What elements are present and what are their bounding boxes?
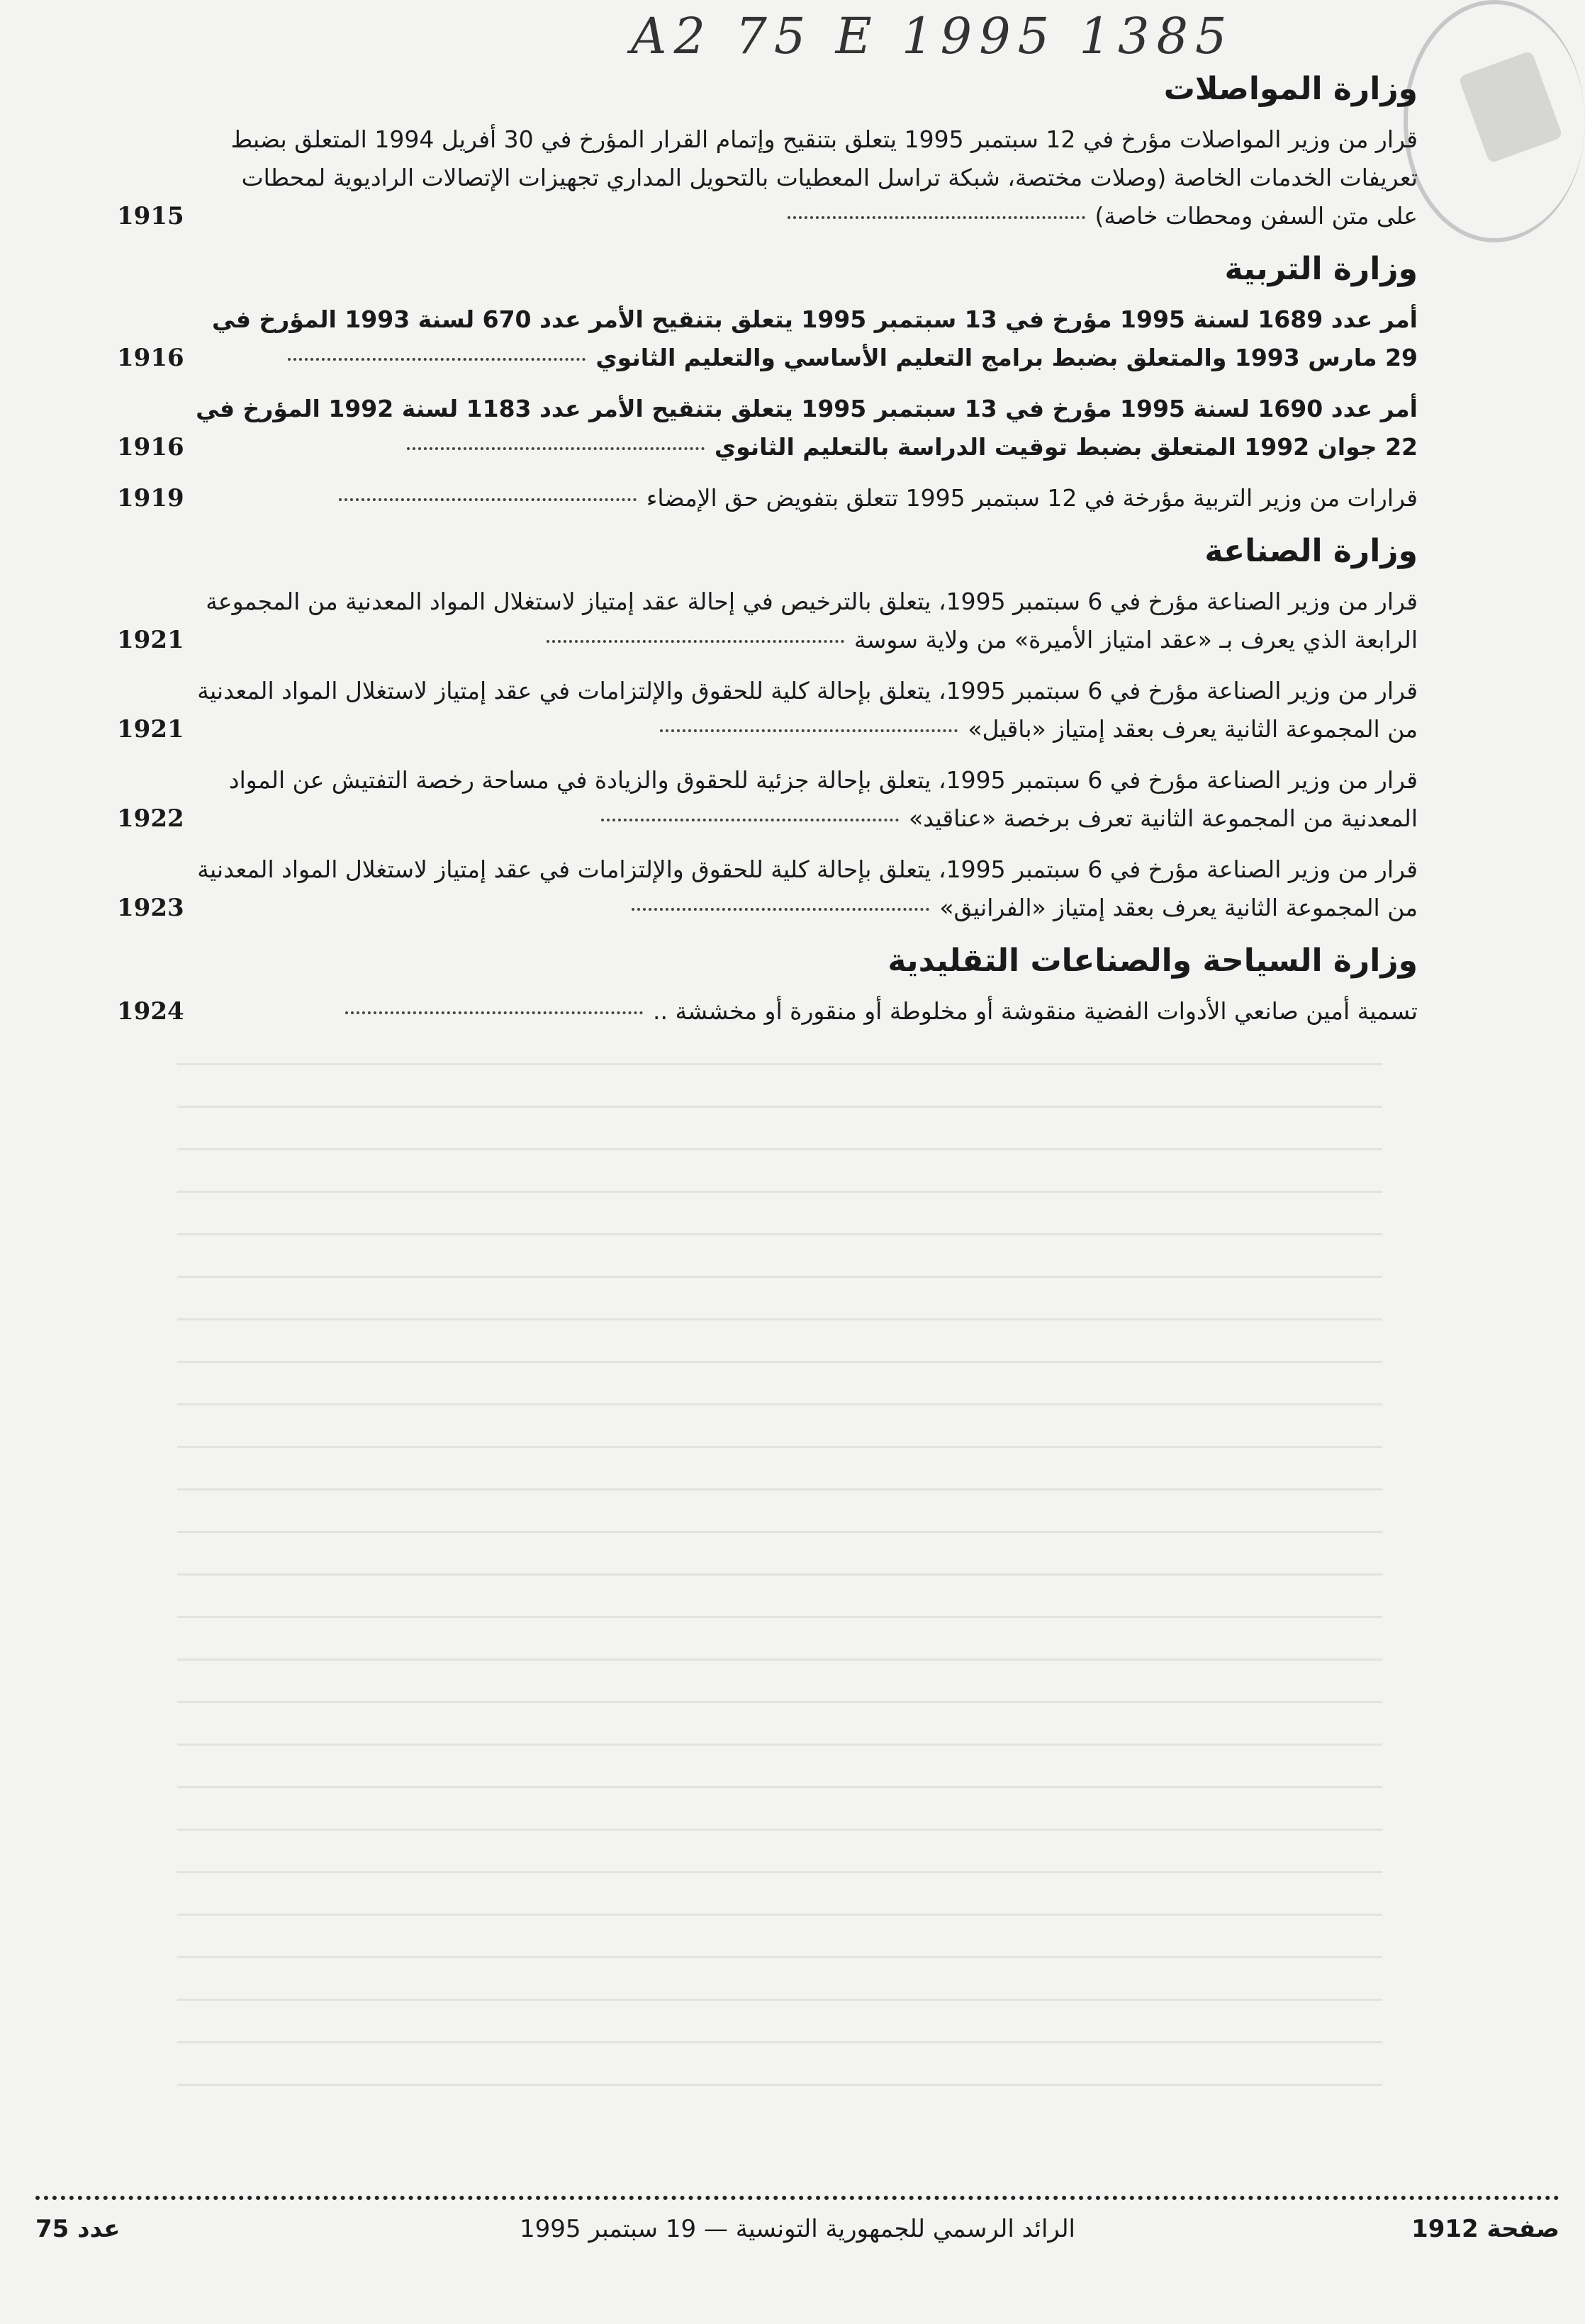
dot-leader <box>407 447 705 450</box>
dot-leader <box>788 216 1085 219</box>
entry-text: قرارات من وزير التربية مؤرخة في 12 سبتمبر 1995 تتعلق بتفويض حق الإمضاء <box>646 484 1418 512</box>
entry-text: قرار من وزير الصناعة مؤرخ في 6 سبتمبر 1995، يتعلق بإحالة كلية للحقوق والإلتزامات في عقد إمتياز لاستغلال المواد المعدنية من المجموعة الثانية يعرف بعقد إمتياز «باقيل» <box>197 677 1418 743</box>
entry-text: أمر عدد 1690 لسنة 1995 مؤرخ في 13 سبتمبر 1995 يتعلق بتنقيح الأمر عدد 1183 لسنة 1992 المؤرخ في 22 جوان 1992 المتعلق بضبط توقيت الدراسة بالتعليم الثانوي <box>196 395 1418 461</box>
entry-page-number: 1921 <box>117 715 184 743</box>
bleed-through-background <box>177 1063 1382 2126</box>
section-ministry-tourism-crafts <box>117 940 1418 1031</box>
footer-issue-number: عدد 75 <box>35 2215 121 2243</box>
entry-page-number: 1923 <box>117 894 184 922</box>
toc-entry[interactable] <box>117 992 1418 1031</box>
entry-page-number: 1924 <box>117 997 184 1026</box>
entry-page-number: 1916 <box>117 433 184 461</box>
section-ministry-industry <box>117 530 1418 927</box>
entry-page-number: 1921 <box>117 626 184 654</box>
section-title: وزارة السياحة والصناعات التقليدية <box>887 943 1418 979</box>
entry-text: قرار من وزير المواصلات مؤرخ في 12 سبتمبر 1995 يتعلق بتنقيح وإتمام القرار المؤرخ في 30 أفريل 1994 المتعلق بضبط تعريفات الخدمات الخاصة (وصلات مختصة، شبكة تراسل المعطيات بالتحويل المداري تجهيزات الإتصالات الراديوية لمحطات على متن السفن ومحطات خاصة) <box>230 125 1418 230</box>
entry-page-number: 1919 <box>117 484 184 512</box>
dot-leader <box>339 498 637 501</box>
toc-entry[interactable] <box>117 583 1418 659</box>
stamp-emblem <box>1458 50 1563 164</box>
entry-page-number: 1915 <box>117 202 184 230</box>
archive-stamp <box>1404 0 1585 242</box>
toc-entry[interactable] <box>117 301 1418 377</box>
toc-entry[interactable] <box>117 120 1418 235</box>
toc-entry[interactable] <box>117 672 1418 748</box>
section-ministry-transport <box>117 68 1418 235</box>
toc-entry[interactable] <box>117 761 1418 838</box>
toc-entry[interactable] <box>117 390 1418 466</box>
footer-publication-title: الرائد الرسمي للجمهورية التونسية — 19 سبتمبر 1995 <box>520 2215 1075 2243</box>
dot-leader <box>601 819 899 821</box>
section-title: وزارة المواصلات <box>1163 71 1418 107</box>
dot-leader <box>288 358 586 361</box>
entry-text: قرار من وزير الصناعة مؤرخ في 6 سبتمبر 1995، يتعلق بإحالة كلية للحقوق والإلتزامات في عقد إمتياز لاستغلال المواد المعدنية من المجموعة الثانية يعرف بعقد إمتياز «الفرانيق» <box>197 855 1418 921</box>
section-title: وزارة الصناعة <box>1204 533 1418 569</box>
section-title: وزارة التربية <box>1224 251 1418 287</box>
entry-text: أمر عدد 1689 لسنة 1995 مؤرخ في 13 سبتمبر 1995 يتعلق بتنقيح الأمر عدد 670 لسنة 1993 المؤرخ في 29 مارس 1993 والمتعلق بضبط برامج التعليم الأساسي والتعليم الثانوي <box>212 305 1418 371</box>
toc-entry[interactable] <box>117 479 1418 517</box>
handwritten-reference-note: A2 75 E 1995 1385 <box>631 7 1234 65</box>
page-footer <box>35 2215 1559 2257</box>
toc-entry[interactable] <box>117 851 1418 927</box>
entry-text: تسمية أمين صانعي الأدوات الفضية منقوشة أو مخلوطة أو منقورة أو مخششة .. <box>653 997 1418 1025</box>
dot-leader <box>547 640 844 643</box>
footer-page-number: صفحة 1912 <box>1411 2215 1559 2243</box>
dot-leader <box>660 729 958 732</box>
table-of-contents <box>117 64 1418 1043</box>
entry-text: قرار من وزير الصناعة مؤرخ في 6 سبتمبر 1995، يتعلق بالترخيص في إحالة عقد إمتياز لاستغلال المواد المعدنية من المجموعة الرابعة الذي يعرف بـ «عقد امتياز الأميرة» من ولاية سوسة <box>206 588 1418 653</box>
entry-page-number: 1916 <box>117 344 184 372</box>
entry-page-number: 1922 <box>117 804 184 833</box>
entry-text: قرار من وزير الصناعة مؤرخ في 6 سبتمبر 1995، يتعلق بإحالة جزئية للحقوق والزيادة في مساحة رخصة التفتيش عن المواد المعدنية من المجموعة الثانية تعرف برخصة «عناقيد» <box>228 766 1418 832</box>
dot-leader <box>632 908 929 911</box>
footer-divider <box>35 2196 1559 2200</box>
dot-leader <box>345 1011 643 1014</box>
section-ministry-education <box>117 248 1418 517</box>
